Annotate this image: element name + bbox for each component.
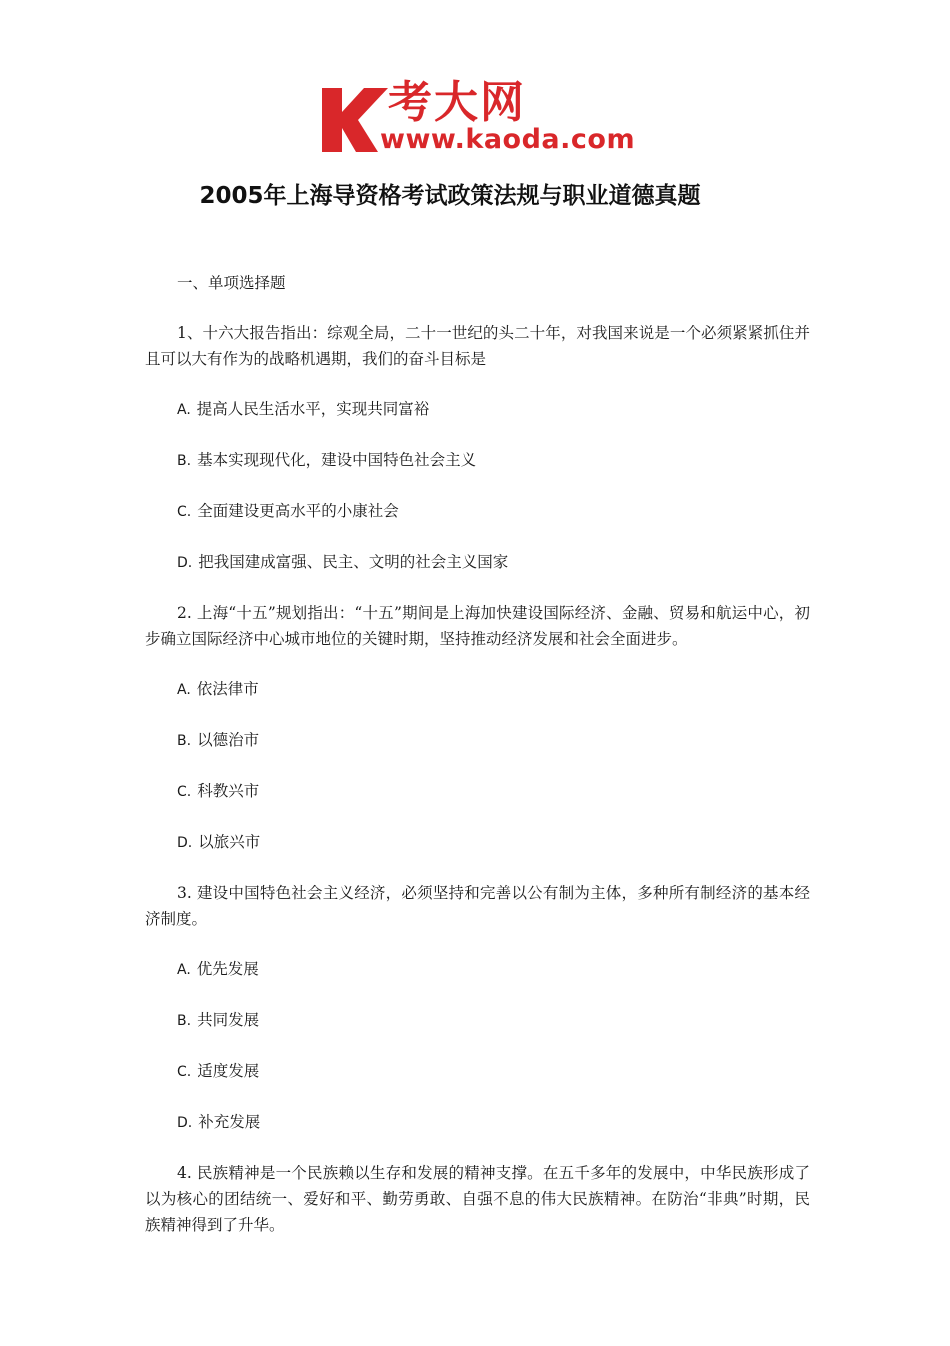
option-text: 把我国建成富强、民主、文明的社会主义国家 bbox=[198, 553, 509, 571]
option-letter: C. bbox=[177, 1064, 192, 1080]
option-text: 基本实现现代化，建设中国特色社会主义 bbox=[197, 451, 477, 469]
option-letter: A. bbox=[177, 962, 191, 978]
option-2a bbox=[145, 676, 810, 703]
option-text: 依法律市 bbox=[196, 680, 259, 698]
option-text: 科教兴市 bbox=[197, 782, 260, 800]
option-text: 适度发展 bbox=[197, 1062, 260, 1080]
option-3d bbox=[145, 1109, 810, 1136]
option-2c bbox=[145, 778, 810, 805]
option-1b bbox=[145, 447, 810, 474]
option-letter: A. bbox=[177, 682, 191, 698]
option-letter: D. bbox=[177, 835, 193, 851]
option-text: 以德治市 bbox=[197, 731, 260, 749]
option-1a bbox=[145, 396, 810, 423]
option-text: 补充发展 bbox=[198, 1113, 261, 1131]
logo-site-url: www.kaoda.com bbox=[380, 124, 636, 155]
option-letter: B. bbox=[177, 733, 192, 749]
option-text: 优先发展 bbox=[196, 960, 259, 978]
logo-site-name: 考大网 bbox=[388, 77, 526, 128]
option-2b bbox=[145, 727, 810, 754]
option-letter: D. bbox=[177, 555, 193, 571]
kaoda-logo[interactable] bbox=[318, 78, 648, 160]
question-stem-1: 1、十六大报告指出：综观全局，二十一世纪的头二十年，对我国来说是一个必须紧紧抓住并且可以大有作为的战略机遇期，我们的奋斗目标是 bbox=[145, 324, 810, 368]
document-body bbox=[145, 270, 810, 1262]
option-1d bbox=[145, 549, 810, 576]
option-text: 全面建设更高水平的小康社会 bbox=[197, 502, 399, 520]
question-stem-3: 3. 建设中国特色社会主义经济，必须坚持和完善以公有制为主体，多种所有制经济的基本经济制度。 bbox=[145, 884, 810, 928]
page-title: 2005年上海导资格考试政策法规与职业道德真题 bbox=[199, 183, 701, 209]
option-letter: A. bbox=[177, 402, 191, 418]
option-3b bbox=[145, 1007, 810, 1034]
option-letter: B. bbox=[177, 1013, 192, 1029]
option-text: 提高人民生活水平，实现共同富裕 bbox=[196, 400, 430, 418]
question-stem-2: 2. 上海“十五”规划指出：“十五”期间是上海加快建设国际经济、金融、贸易和航运中心，初步确立国际经济中心城市地位的关键时期，坚持推动经济发展和社会全面进步。 bbox=[145, 604, 810, 648]
section-heading: 一、单项选择题 bbox=[177, 274, 286, 292]
option-letter: B. bbox=[177, 453, 192, 469]
option-letter: C. bbox=[177, 504, 192, 520]
option-letter: C. bbox=[177, 784, 192, 800]
option-2d bbox=[145, 829, 810, 856]
option-3a bbox=[145, 956, 810, 983]
option-3c bbox=[145, 1058, 810, 1085]
option-letter: D. bbox=[177, 1115, 193, 1131]
option-text: 共同发展 bbox=[197, 1011, 260, 1029]
option-text: 以旅兴市 bbox=[198, 833, 261, 851]
question-stem-4: 4. 民族精神是一个民族赖以生存和发展的精神支撑。在五千多年的发展中，中华民族形成了以为核心的团结统一、爱好和平、勤劳勇敢、自强不息的伟大民族精神。在防治“非典”时期，民族精神得到了升华。 bbox=[145, 1164, 810, 1234]
option-1c bbox=[145, 498, 810, 525]
